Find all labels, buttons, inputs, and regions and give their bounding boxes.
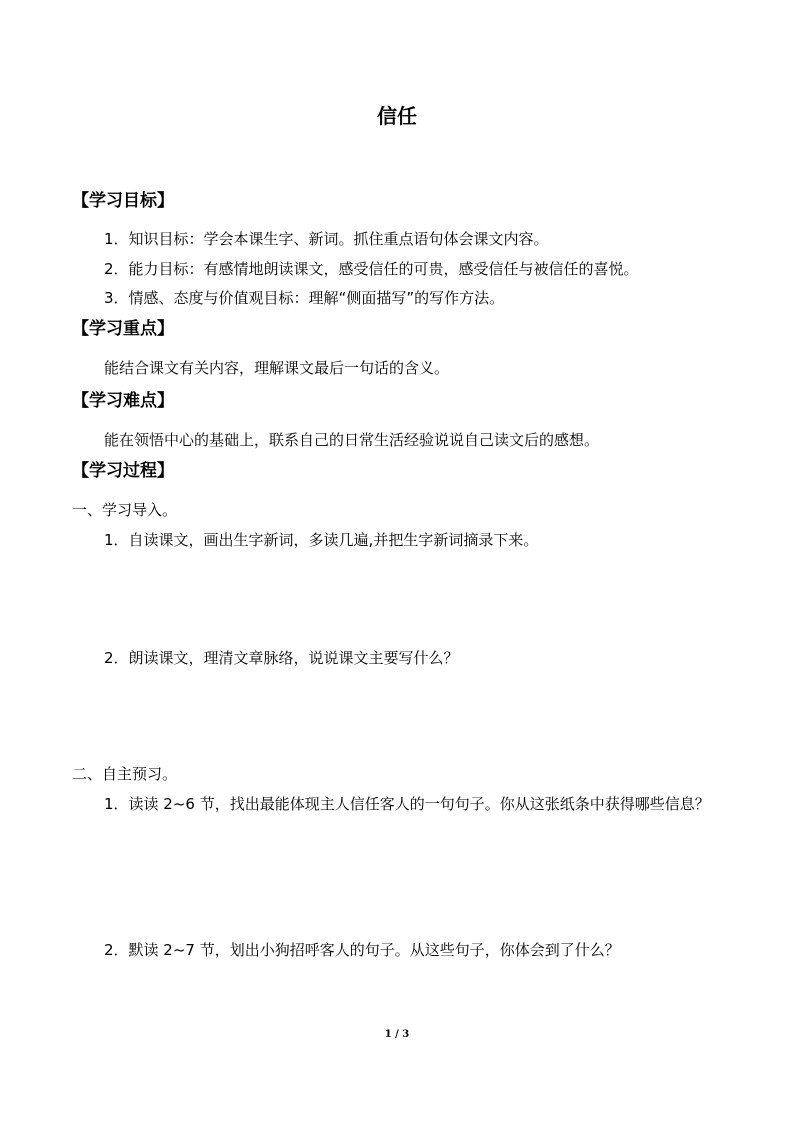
key-points-text: 能结合课文有关内容，理解课文最后一句话的含义。 (104, 359, 450, 377)
question-item: 2．默读 2~7 节，划出小狗招呼客人的句子。从这些句子，你体会到了什么？ (104, 941, 620, 959)
difficulties-text: 能在领悟中心的基础上，联系自己的日常生活经验说说自己读文后的感想。 (104, 431, 600, 449)
section-title: 二、自主预习。 (72, 765, 178, 783)
section-title: 一、学习导入。 (72, 501, 178, 519)
difficulties-heading: 【学习难点】 (72, 391, 174, 411)
document-title: 信任 (377, 104, 417, 128)
goal-item: 3．情感、态度与价值观目标：理解“侧面描写”的写作方法。 (104, 289, 505, 307)
page-number: 1 / 3 (384, 1029, 410, 1040)
process-heading: 【学习过程】 (72, 461, 174, 481)
question-item: 1．自读课文，画出生字新词，多读几遍,并把生字新词摘录下来。 (104, 531, 539, 549)
goals-heading: 【学习目标】 (72, 191, 174, 211)
goal-item: 1．知识目标：学会本课生字、新词。抓住重点语句体会课文内容。 (104, 230, 549, 248)
key-points-heading: 【学习重点】 (72, 319, 174, 339)
goal-item: 2．能力目标：有感情地朗读课文，感受信任的可贵，感受信任与被信任的喜悦。 (104, 260, 639, 278)
question-item: 1．读读 2~6 节，找出最能体现主人信任客人的一句句子。你从这张纸条中获得哪些信息？ (104, 795, 710, 813)
question-item: 2．朗读课文，理清文章脉络，说说课文主要写什么？ (104, 649, 459, 667)
